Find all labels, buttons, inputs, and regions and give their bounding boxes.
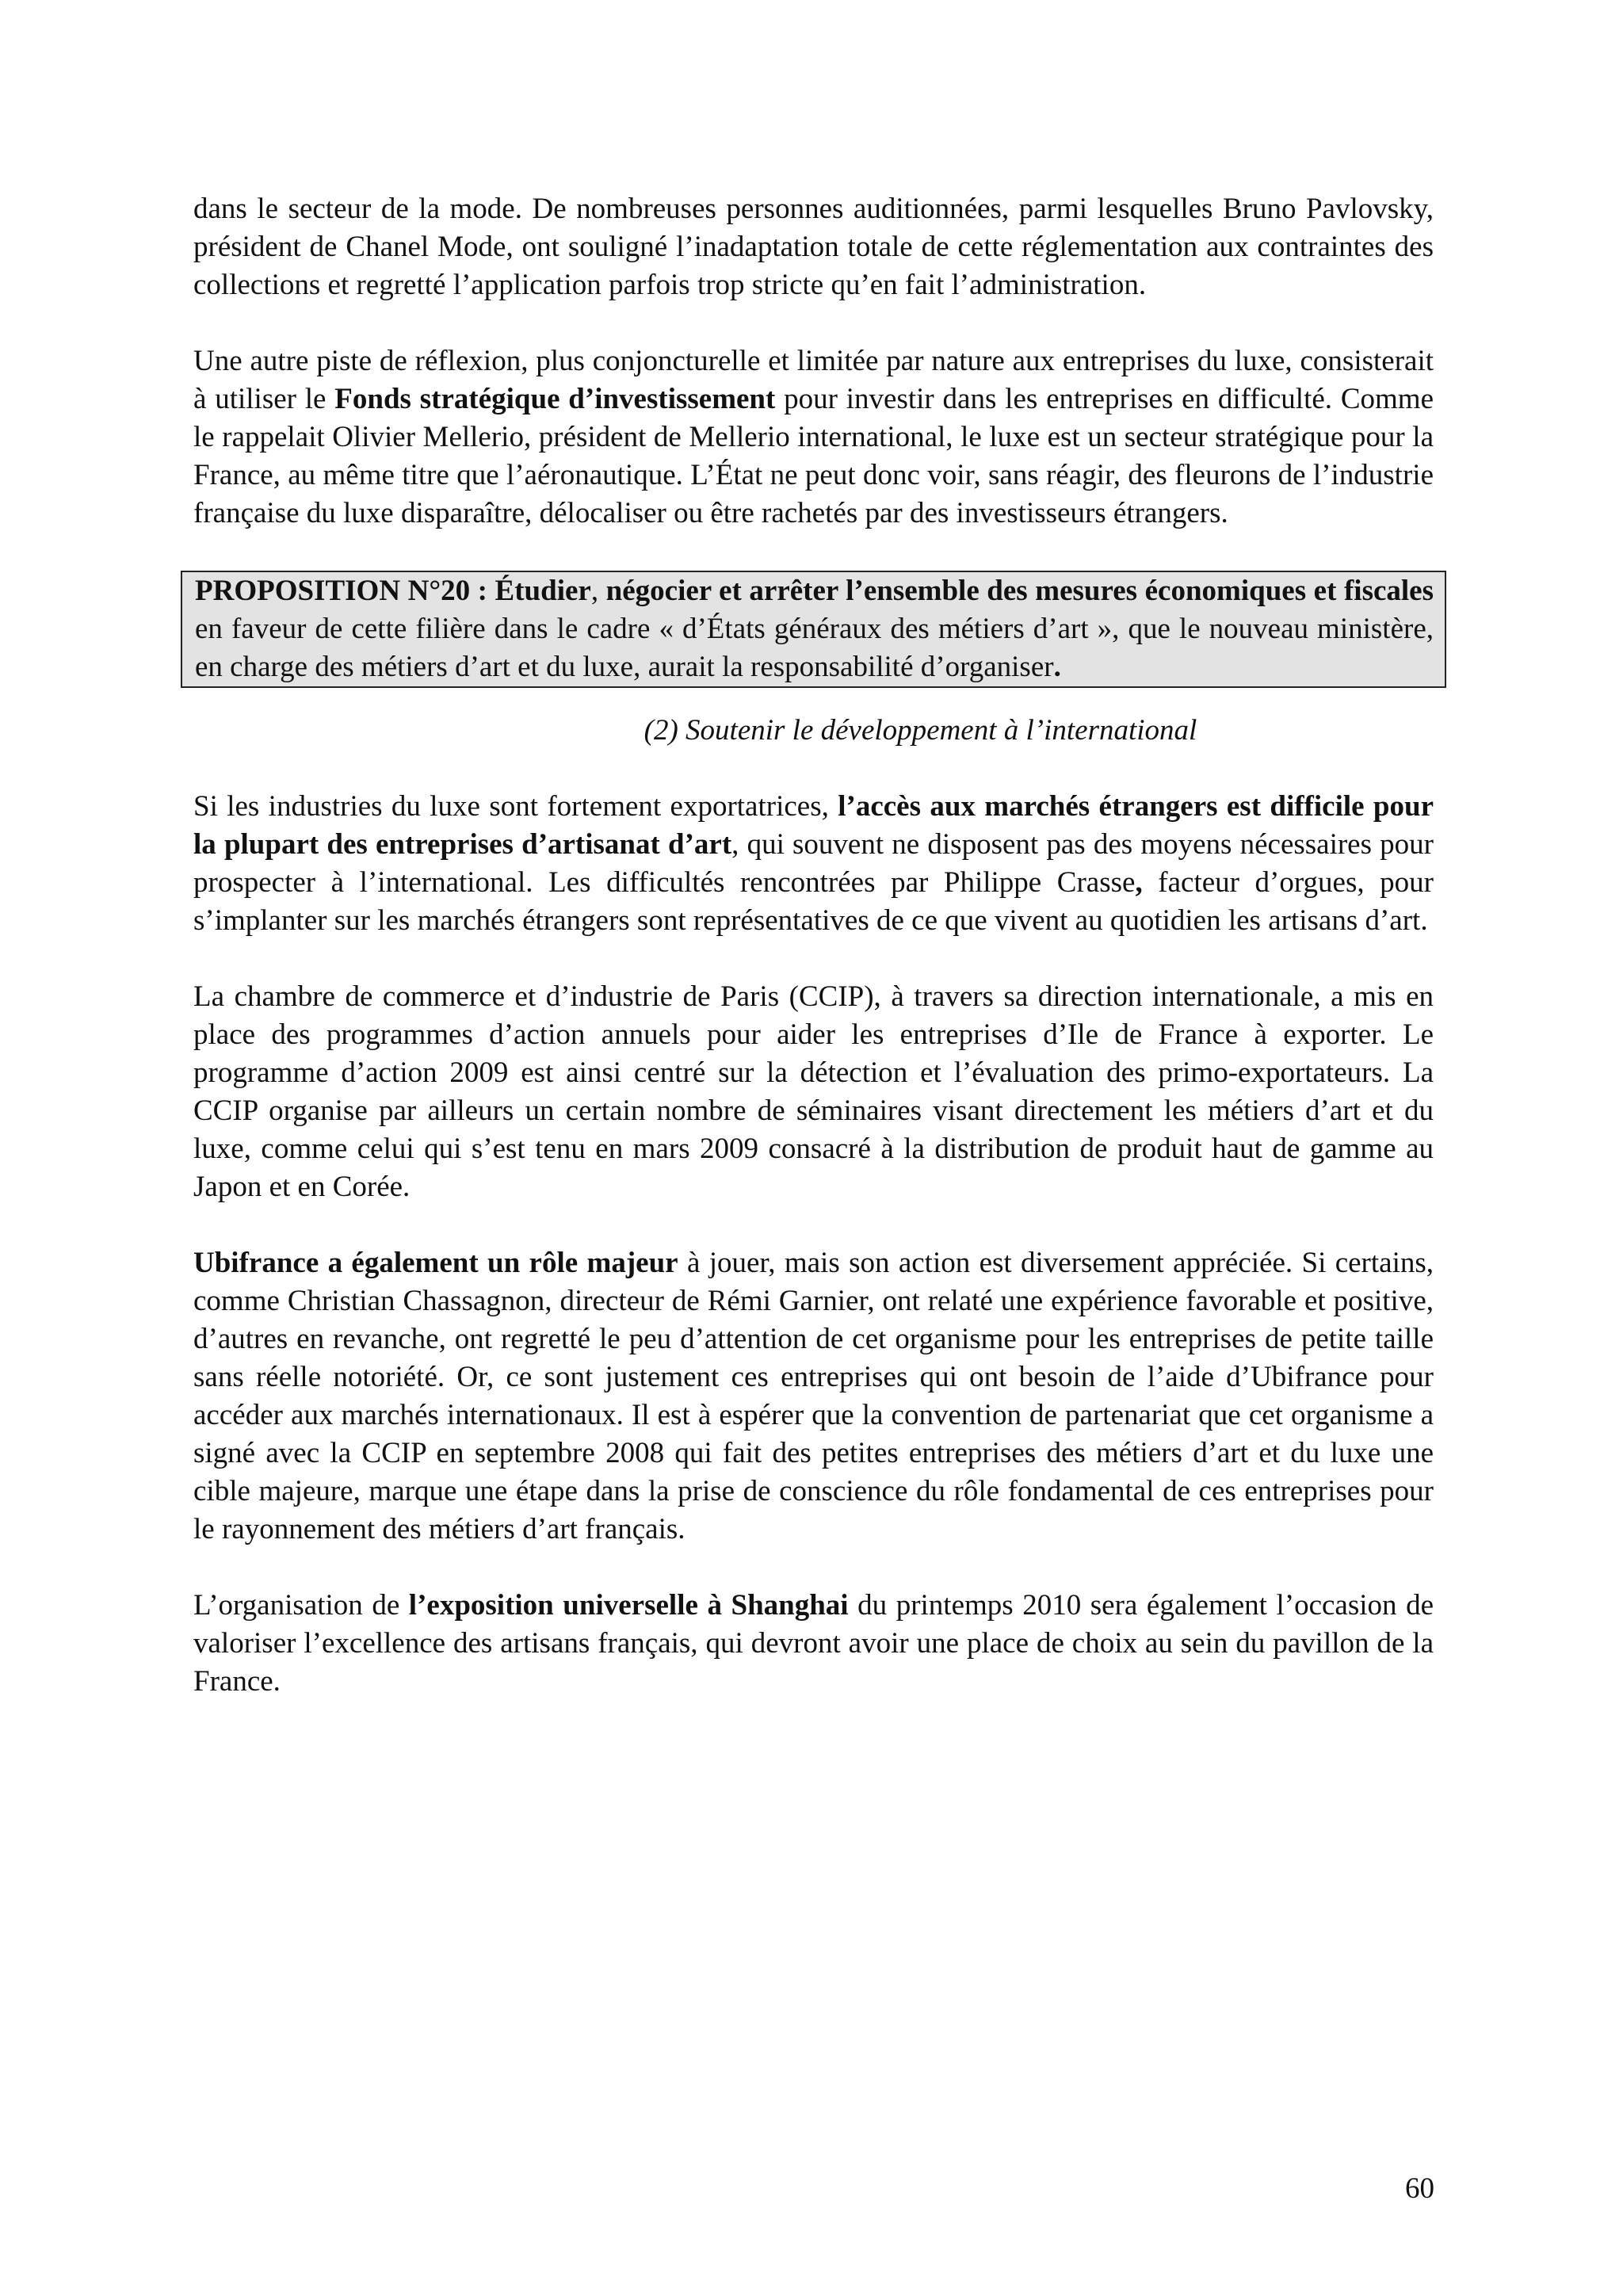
bold-period: . (1053, 651, 1061, 683)
paragraph-shanghai-expo (193, 1587, 1434, 1701)
bold-comma: , (1135, 866, 1143, 899)
bold-phrase: l’exposition universelle à Shanghai (408, 1589, 849, 1622)
paragraph-text: dans le secteur de la mode. De nombreuses personnes auditionnées, parmi lesquelles Bruno Pavlovsky, président de Chanel Mode, ont souligné l’inadaptation totale de cette réglementation aux contraintes des collections et regretté l’application parfois trop stricte qu’en fait l’administration. (193, 193, 1434, 301)
paragraph-text: , qui souvent ne disposent pas des moyens nécessaires pour prospecter à l’international. Les difficultés rencontrées par Philippe Crasse (193, 828, 1434, 899)
proposal-box (181, 571, 1446, 688)
paragraph-ubifrance (193, 1244, 1434, 1549)
bold-phrase: Fonds stratégique d’investissement (334, 383, 776, 415)
paragraph-text: à jouer, mais son action est diversement appréciée. Si certains, comme Christian Chassagnon, directeur de Rémi Garnier, ont relaté une expérience favorable et positive, d’autres en revanche, ont regretté le peu d’attention de cet organisme pour les entreprises de petite taille sans réelle notoriété. Or, ce sont justement ces entreprises qui ont besoin de l’aide d’Ubifrance pour accéder aux marchés internationaux. Il est à espérer que la convention de partenariat que cet organisme a signé avec la CCIP en septembre 2008 qui fait des petites entreprises des métiers d’art et du luxe une cible majeure, marque une étape dans la prise de conscience du rôle fondamental de ces entreprises pour le rayonnement des métiers d’art français. (193, 1247, 1434, 1545)
paragraph-text: facteur d’orgues, pour s’implanter sur les marchés étrangers sont représentatives de ce que vivent au quotidien les artisans d’art. (193, 866, 1434, 937)
proposal-text: , (590, 575, 606, 607)
paragraph-text: du printemps 2010 sera également l’occasion de valoriser l’excellence des artisans français, qui devront avoir une place de choix au sein du pavillon de la France. (193, 1589, 1434, 1698)
paragraph-ccip (193, 978, 1434, 1206)
page-body (193, 190, 1434, 1739)
paragraph-foreign-markets (193, 788, 1434, 940)
paragraph-text: L’organisation de (193, 1589, 409, 1622)
bold-phrase: négocier et arrêter l’ensemble des mesures économiques et fiscales (605, 575, 1434, 607)
bold-phrase: Ubifrance a également un rôle majeur (193, 1247, 678, 1279)
paragraph-text: La chambre de commerce et d’industrie de Paris (CCIP), à travers sa direction internationale, a mis en place des programmes d’action annuels pour aider les entreprises d’Ile de France à exporter. Le programme d’action 2009 est ainsi centré sur la détection et l’évaluation des primo-exportateurs. La CCIP organise par ailleurs un certain nombre de séminaires visant directement les métiers d’art et du luxe, comme celui qui s’est tenu en mars 2009 consacré à la distribution de produit haut de gamme au Japon et en Corée. (193, 980, 1434, 1203)
proposal-title: PROPOSITION N°20 : Étudier (195, 575, 591, 607)
paragraph-strategic-fund (193, 342, 1434, 533)
paragraph-text: pour investir dans les entreprises en difficulté. Comme le rappelait Olivier Mellerio, président de Mellerio international, le luxe est un secteur stratégique pour la France, au même titre que l’aéronautique. L’État ne peut donc voir, sans réagir, des fleurons de l’industrie française du luxe disparaître, délocaliser ou être rachetés par des investisseurs étrangers. (193, 383, 1434, 529)
paragraph-mode-regulation (193, 190, 1434, 304)
proposal-text: en faveur de cette filière dans le cadre « d’États généraux des métiers d’art », que le nouveau ministère, en charge des métiers d’art et du luxe, aurait la responsabilité d’organiser (195, 613, 1434, 683)
bold-phrase: l’accès aux marchés étrangers est difficile pour la plupart des entreprises d’artisanat d’art (193, 790, 1434, 861)
section-subheading: (2) Soutenir le développement à l’international (643, 714, 1197, 747)
paragraph-text: Si les industries du luxe sont fortement exportatrices, (193, 790, 838, 823)
page-number: 60 (1405, 2172, 1434, 2205)
paragraph-text: Une autre piste de réflexion, plus conjoncturelle et limitée par nature aux entreprises du luxe, consisterait à utiliser le (193, 345, 1434, 415)
